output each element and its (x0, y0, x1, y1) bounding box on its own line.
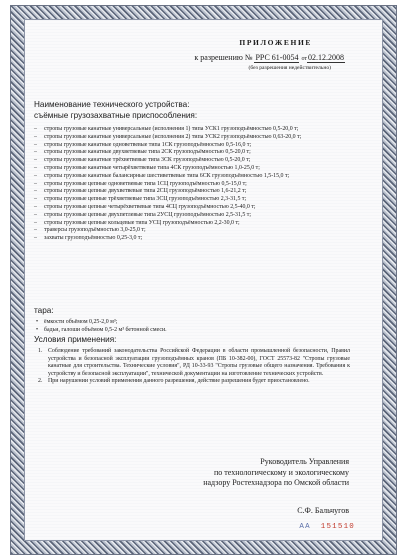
list-item: – стропы грузовые цепные двухветвевые типа 2СЦ грузоподъёмностью 1,6-21,2 т; (34, 188, 350, 196)
signatory-title-line: по технологическому и экологическому (213, 467, 349, 477)
condition-number: 1. (38, 348, 43, 354)
list-item: • ёмкости объёмом 0,25-2,0 м³; (34, 319, 350, 327)
list-item: – стропы грузовые канатные балансирные шестиветвевые типа 6СК грузоподъёмностью 1,5-15,0 т; (34, 173, 350, 181)
list-item: • бадьи, галоши объёмом 0,5-2 м³ бетонной смеси. (34, 327, 350, 335)
list-item: – стропы грузовые цепные трёхветвевые типа 3СЦ грузоподъёмностью 2,3-31,5 т; (34, 196, 350, 204)
serial-number: 151510 (320, 523, 355, 531)
signatory-name: С.Ф. Бальчугов (297, 506, 349, 515)
signatory-title-line: Руководитель Управления (260, 457, 349, 466)
tara-list (34, 319, 350, 335)
list-item: – стропы грузовые цепные четырёхветвевые типа 4СЦ грузоподъёмностью 2,5-40,0 т; (34, 204, 350, 212)
list-item: – стропы грузовые цепные двухпетлевые типа 2УСЦ грузоподъёмностью 2,5-31,5 т; (34, 212, 350, 220)
group-heading: съёмные грузозахватные приспособления: (34, 111, 198, 120)
form-serial (299, 523, 355, 531)
date-prefix: от (301, 56, 307, 62)
device-list (34, 126, 350, 243)
condition-item (38, 348, 350, 378)
signatory-block (203, 457, 349, 489)
serial-series: АА (299, 523, 311, 531)
list-item: – стропы грузовые канатные универсальные (исполнения 1) типа УСК1 грузоподъёмностью 0,5-20,0 т; (34, 126, 350, 134)
list-item: – стропы грузовые канатные четырёхветвевые типа 4СК грузоподъёмностью 1,0-25,0 т; (34, 165, 350, 173)
condition-text: Соблюдение требований законодательства Российской Федерации в области промышленной безопасности, Правил устройства и безопасной эксплуатации грузоподъёмных кранов (ПБ 10-382-00), ГОСТ 25573-82 "Стропы грузовые канатные для строительства. Технические условия", РД 10-33-93 "Стропы грузовые общего назначения. Требования к устройству и безопасной эксплуатации", технической документации на изготовление технических устройств. (48, 348, 350, 377)
validity-note: (без разрешения недействительно) (248, 65, 331, 71)
condition-text: При нарушении условий применения данного разрешения, действие разрешения будет приостановлено. (48, 378, 310, 385)
list-item: – стропы грузовые цепные одноветвевые типа 1СЦ грузоподъёмностью 0,5-15,0 т; (34, 181, 350, 189)
permit-date: 02.12.2008 (308, 53, 344, 62)
list-item: – стропы грузовые цепные кольцевые типа УСЦ грузоподъёмностью 2,2-30,0 т; (34, 220, 350, 228)
list-item: – стропы грузовые канатные одноветвевые типа 1СК грузоподъёмностью 0,5-16,0 т; (34, 142, 350, 150)
conditions-heading: Условия применения: (34, 335, 117, 344)
permit-line (194, 53, 345, 62)
signatory-title-line: надзору Ростехнадзора по Омской области (203, 478, 349, 487)
tara-heading: тара: (34, 306, 54, 315)
conditions-list (38, 348, 350, 386)
condition-number: 2. (38, 378, 43, 385)
list-item: – захваты грузоподъёмностью 0,25-3,0 т; (34, 235, 350, 243)
device-heading: Наименование технического устройства: (34, 100, 190, 109)
permit-prefix: к разрешению № (194, 53, 253, 62)
list-item: – траверсы грузоподъёмностью 3,0-25,0 т; (34, 227, 350, 235)
list-item: – стропы грузовые канатные универсальные (исполнения 2) типа УСК2 грузоподъёмностью 0,63-20,0 т; (34, 134, 350, 142)
list-item: – стропы грузовые канатные трёхветвевые типа 3СК грузоподъёмностью 0,5-20,0 т; (34, 157, 350, 165)
permit-number: РРС 61-0054 (255, 53, 299, 62)
document-title: ПРИЛОЖЕНИЕ (239, 38, 312, 47)
condition-item (38, 378, 350, 386)
list-item: – стропы грузовые канатные двухветвевые типа 2СК грузоподъёмностью 0,5-20,0 т; (34, 149, 350, 157)
